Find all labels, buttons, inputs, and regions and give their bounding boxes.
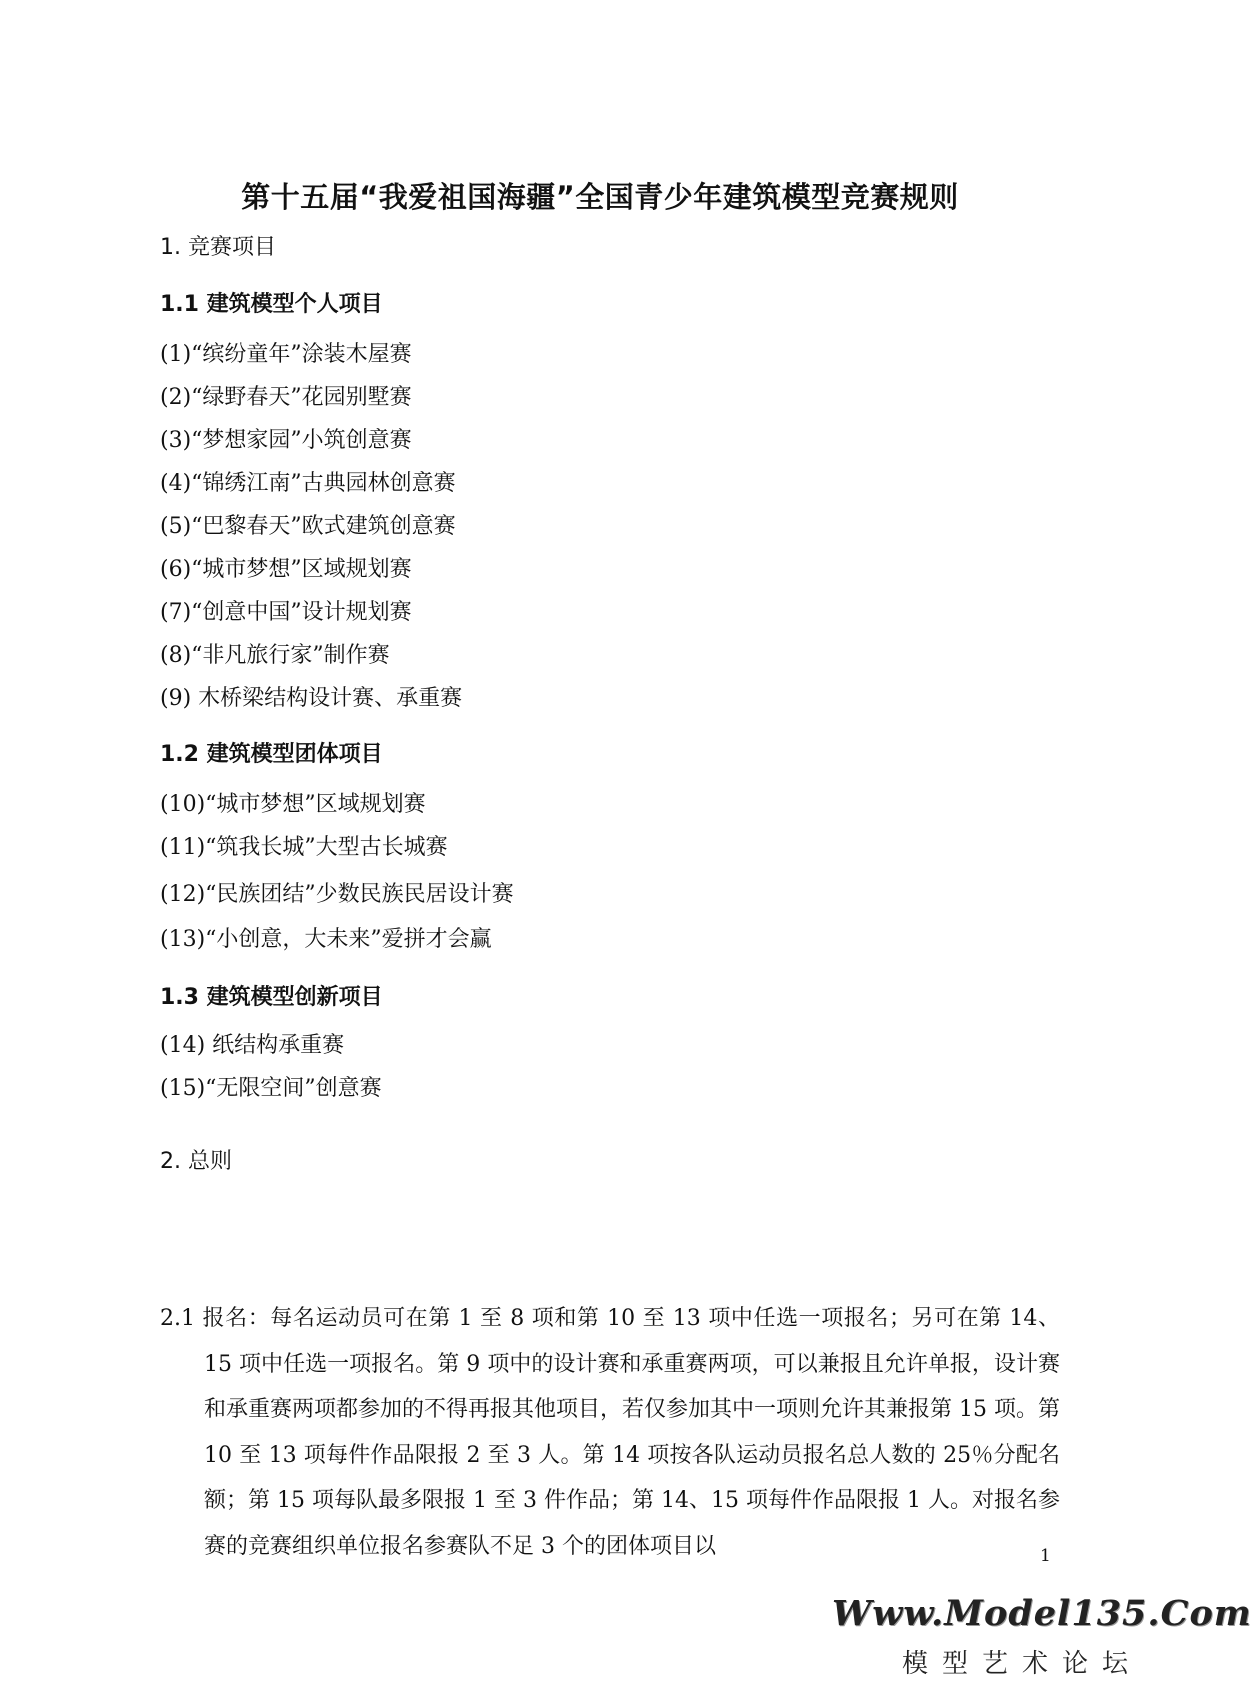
list-item: (8)“非凡旅行家”制作赛	[160, 643, 390, 668]
page-number: 1	[1040, 1546, 1051, 1566]
section-1-3-heading: 1.3 建筑模型创新项目	[160, 985, 383, 1010]
section-1-heading: 1. 竞赛项目	[160, 235, 276, 260]
paragraph-2-1-text: 2.1 报名：每名运动员可在第 1 至 8 项和第 10 至 13 项中任选一项报名；另可在第 14、15 项中任选一项报名。第 9 项中的设计赛和承重赛两项，可以兼报且允许单报，设计赛和承重赛两项都参加的不得再报其他项目，若仅参加其中一项则允许其兼报第 15 项。第 10 至 13 项每件作品限报 2 至 3 人。第 14 项按各队运动员报名总人数的 25％分配名额；第 15 项每队最多限报 1 至 3 件作品；第 14、15 项每件作品限报 1 人。对报名参赛的竞赛组织单位报名参赛队不足 3 个的团体项目以	[160, 1306, 1060, 1559]
list-item: (9) 木桥梁结构设计赛、承重赛	[160, 686, 463, 711]
list-item: (4)“锦绣江南”古典园林创意赛	[160, 471, 456, 496]
section-1-2-heading: 1.2 建筑模型团体项目	[160, 742, 383, 767]
watermark-url: Www.Model135.Com	[832, 1593, 1252, 1634]
list-item: (11)“筑我长城”大型古长城赛	[160, 835, 448, 860]
watermark-subtitle: 模型艺术论坛	[902, 1649, 1143, 1679]
section-1-1-heading: 1.1 建筑模型个人项目	[160, 292, 383, 317]
list-item: (7)“创意中国”设计规划赛	[160, 600, 412, 625]
list-item: (6)“城市梦想”区域规划赛	[160, 557, 412, 582]
list-item: (12)“民族团结”少数民族民居设计赛	[160, 882, 514, 907]
section-2-heading: 2. 总则	[160, 1149, 232, 1174]
list-item: (2)“绿野春天”花园别墅赛	[160, 385, 412, 410]
list-item: (10)“城市梦想”区域规划赛	[160, 792, 426, 817]
list-item: (13)“小创意，大未来”爱拼才会赢	[160, 927, 492, 952]
list-item: (14) 纸结构承重赛	[160, 1033, 345, 1058]
list-item: (15)“无限空间”创意赛	[160, 1076, 382, 1101]
document-title: 第十五届“我爱祖国海疆”全国青少年建筑模型竞赛规则	[241, 180, 959, 214]
paragraph-2-1	[160, 1296, 1060, 1569]
list-item: (3)“梦想家园”小筑创意赛	[160, 428, 412, 453]
watermark	[832, 1593, 1252, 1696]
list-item: (1)“缤纷童年”涂装木屋赛	[160, 342, 412, 367]
list-item: (5)“巴黎春天”欧式建筑创意赛	[160, 514, 456, 539]
